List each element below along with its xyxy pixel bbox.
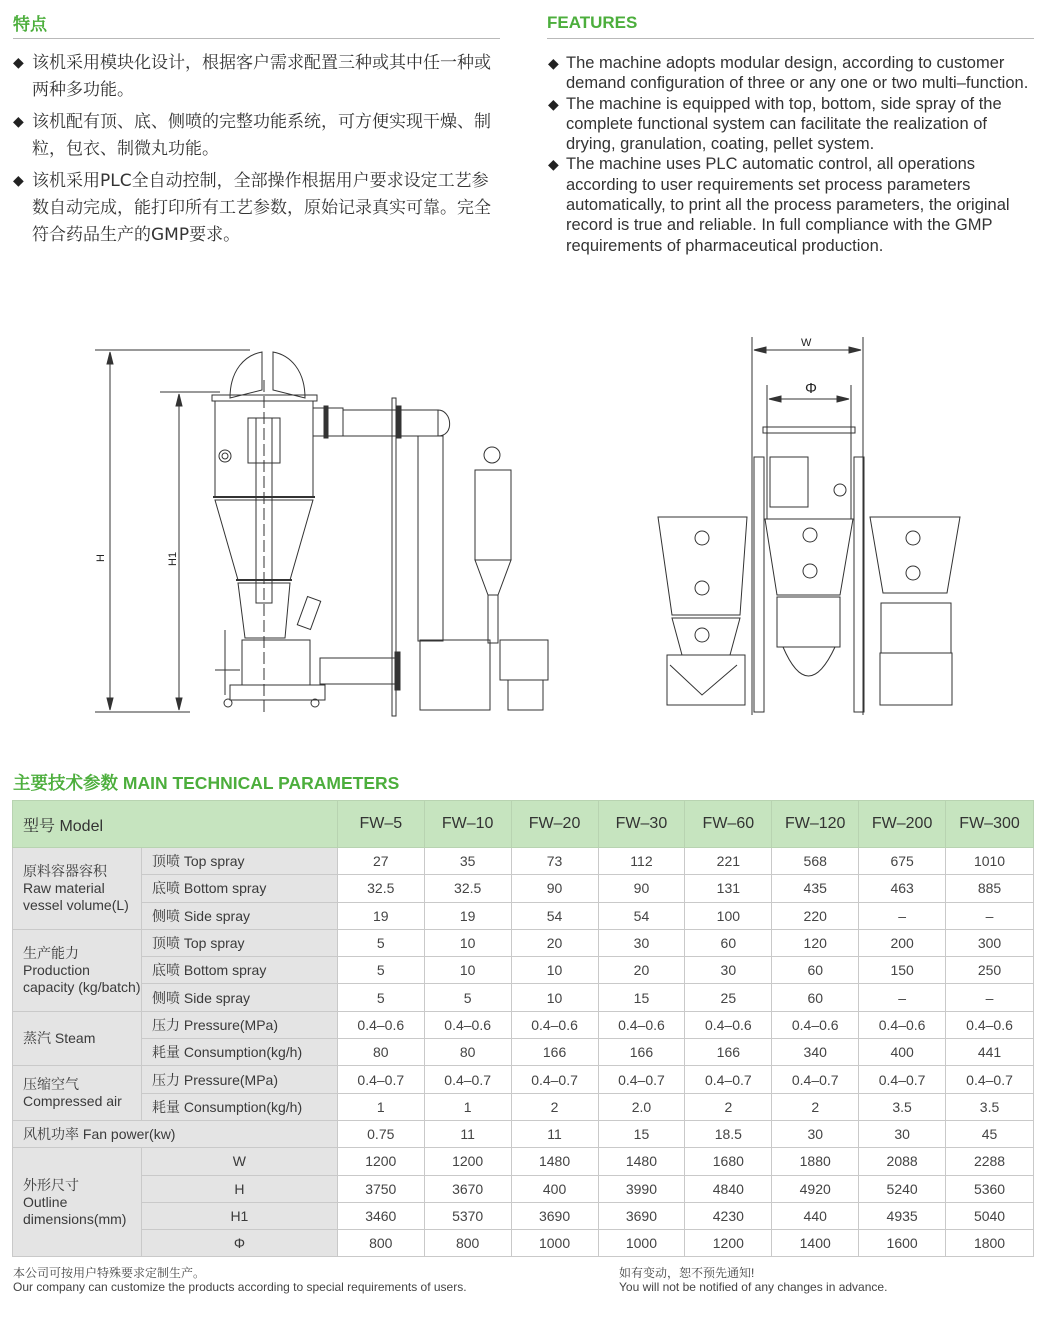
table-cell: 0.4–0.7 bbox=[337, 1066, 424, 1093]
table-cell: 10 bbox=[424, 957, 511, 984]
model-header: 型号 Model bbox=[13, 801, 338, 848]
table-cell: 0.4–0.6 bbox=[424, 1011, 511, 1038]
front-view-drawing bbox=[655, 335, 975, 720]
features-cn-list bbox=[13, 50, 503, 254]
row-label: 耗量 Consumption(kg/h) bbox=[141, 1039, 337, 1066]
table-cell: 2 bbox=[685, 1093, 772, 1120]
table-cell: 300 bbox=[946, 929, 1034, 956]
table-cell: 0.4–0.7 bbox=[424, 1066, 511, 1093]
table-cell: 4935 bbox=[859, 1202, 946, 1229]
table-cell: 568 bbox=[772, 848, 859, 875]
row-label: H1 bbox=[141, 1202, 337, 1229]
table-cell: 1680 bbox=[685, 1148, 772, 1175]
table-cell: 1000 bbox=[511, 1230, 598, 1257]
table-cell: 5240 bbox=[859, 1175, 946, 1202]
group-label-dimensions bbox=[13, 1148, 142, 1257]
table-cell: 54 bbox=[511, 902, 598, 929]
model-col-header: FW–20 bbox=[511, 801, 598, 848]
table-cell: 112 bbox=[598, 848, 685, 875]
table-cell: 221 bbox=[685, 848, 772, 875]
table-cell: 3690 bbox=[598, 1202, 685, 1229]
table-cell: 1 bbox=[337, 1093, 424, 1120]
table-cell: 3670 bbox=[424, 1175, 511, 1202]
table-cell: 0.4–0.6 bbox=[859, 1011, 946, 1038]
table-cell: 3.5 bbox=[946, 1093, 1034, 1120]
table-cell: 11 bbox=[424, 1120, 511, 1147]
table-cell: 3690 bbox=[511, 1202, 598, 1229]
table-cell: 340 bbox=[772, 1039, 859, 1066]
model-col-header: FW–30 bbox=[598, 801, 685, 848]
table-cell: 0.4–0.6 bbox=[337, 1011, 424, 1038]
table-cell: 27 bbox=[337, 848, 424, 875]
table-cell: 25 bbox=[685, 984, 772, 1011]
table-cell: 80 bbox=[424, 1039, 511, 1066]
table-cell: 0.4–0.7 bbox=[511, 1066, 598, 1093]
group-label-cn: 生产能力 bbox=[23, 944, 79, 961]
table-cell: 5370 bbox=[424, 1202, 511, 1229]
row-label: W bbox=[141, 1148, 337, 1175]
table-cell: 0.4–0.6 bbox=[772, 1011, 859, 1038]
table-cell: 0.4–0.6 bbox=[511, 1011, 598, 1038]
table-cell: 1 bbox=[424, 1093, 511, 1120]
table-cell: 73 bbox=[511, 848, 598, 875]
table-cell: 0.75 bbox=[337, 1120, 424, 1147]
table-cell: 60 bbox=[685, 929, 772, 956]
table-cell: 250 bbox=[946, 957, 1034, 984]
model-col-header: FW–120 bbox=[772, 801, 859, 848]
table-cell: 1200 bbox=[337, 1148, 424, 1175]
table-cell: 166 bbox=[598, 1039, 685, 1066]
table-cell: 32.5 bbox=[424, 875, 511, 902]
model-col-header: FW–300 bbox=[946, 801, 1034, 848]
row-label: 侧喷 Side spray bbox=[141, 984, 337, 1011]
features-en-item: ◆ The machine adopts modular design, according to customer demand configuration of three or any one or two multi–function. bbox=[548, 53, 1038, 94]
table-cell: 0.4–0.6 bbox=[946, 1011, 1034, 1038]
footer-note-left-en: Our company can customize the products according to special requirements of users. bbox=[13, 1280, 467, 1294]
group-label-capacity bbox=[13, 929, 142, 1011]
table-row bbox=[13, 1066, 1034, 1093]
table-cell: – bbox=[859, 984, 946, 1011]
row-label: 侧喷 Side spray bbox=[141, 902, 337, 929]
table-cell: 5 bbox=[337, 957, 424, 984]
table-cell: 800 bbox=[424, 1230, 511, 1257]
table-cell: 1480 bbox=[511, 1148, 598, 1175]
table-cell: 30 bbox=[685, 957, 772, 984]
table-cell: 90 bbox=[511, 875, 598, 902]
table-cell: 3460 bbox=[337, 1202, 424, 1229]
table-row bbox=[13, 1093, 1034, 1120]
table-cell: 35 bbox=[424, 848, 511, 875]
table-row bbox=[13, 1039, 1034, 1066]
table-cell: 2 bbox=[511, 1093, 598, 1120]
table-cell: 10 bbox=[424, 929, 511, 956]
table-cell: – bbox=[946, 902, 1034, 929]
footer-note-right bbox=[619, 1266, 887, 1294]
table-cell: 10 bbox=[511, 957, 598, 984]
table-cell: 0.4–0.7 bbox=[685, 1066, 772, 1093]
table-row bbox=[13, 929, 1034, 956]
table-cell: 1200 bbox=[424, 1148, 511, 1175]
features-en-divider bbox=[547, 38, 1034, 39]
table-row bbox=[13, 1011, 1034, 1038]
table-cell: 1200 bbox=[685, 1230, 772, 1257]
group-label-vessel bbox=[13, 848, 142, 930]
table-cell: 1480 bbox=[598, 1148, 685, 1175]
row-label: 耗量 Consumption(kg/h) bbox=[141, 1093, 337, 1120]
table-cell: 0.4–0.7 bbox=[772, 1066, 859, 1093]
table-cell: 3750 bbox=[337, 1175, 424, 1202]
table-cell: 30 bbox=[598, 929, 685, 956]
group-label-en: Compressed air bbox=[23, 1093, 122, 1110]
table-header-row bbox=[13, 801, 1034, 848]
features-en-item: ◆ The machine is equipped with top, bottom, side spray of the complete functional system can facilitate the realization of drying, granulation, coating, pellet system. bbox=[548, 94, 1038, 155]
table-cell: 5360 bbox=[946, 1175, 1034, 1202]
table-cell: 10 bbox=[511, 984, 598, 1011]
table-cell: 5 bbox=[424, 984, 511, 1011]
table-cell: 20 bbox=[598, 957, 685, 984]
table-cell: 0.4–0.7 bbox=[946, 1066, 1034, 1093]
dim-h-label: H bbox=[95, 554, 107, 562]
table-cell: – bbox=[859, 902, 946, 929]
table-cell: 400 bbox=[511, 1175, 598, 1202]
footer-note-left bbox=[13, 1266, 467, 1294]
features-cn-item: ◆ 该机采用模块化设计，根据客户需求配置三种或其中任一种或两种多功能。 bbox=[13, 50, 503, 104]
table-cell: 3.5 bbox=[859, 1093, 946, 1120]
table-cell: 885 bbox=[946, 875, 1034, 902]
table-cell: 5040 bbox=[946, 1202, 1034, 1229]
table-cell: 60 bbox=[772, 984, 859, 1011]
table-cell: 120 bbox=[772, 929, 859, 956]
footer-note-left-cn: 本公司可按用户特殊要求定制生产。 bbox=[13, 1266, 206, 1280]
table-cell: 166 bbox=[685, 1039, 772, 1066]
table-cell: 18.5 bbox=[685, 1120, 772, 1147]
row-label: 底喷 Bottom spray bbox=[141, 957, 337, 984]
table-cell: 0.4–0.6 bbox=[598, 1011, 685, 1038]
table-cell: 60 bbox=[772, 957, 859, 984]
table-row bbox=[13, 984, 1034, 1011]
table-cell: 131 bbox=[685, 875, 772, 902]
row-label-fan-power: 风机功率 Fan power(kw) bbox=[13, 1120, 338, 1147]
table-cell: 2088 bbox=[859, 1148, 946, 1175]
row-label: 顶喷 Top spray bbox=[141, 929, 337, 956]
table-cell: 1800 bbox=[946, 1230, 1034, 1257]
table-cell: 2.0 bbox=[598, 1093, 685, 1120]
dim-w-label: W bbox=[801, 337, 812, 349]
table-cell: 1000 bbox=[598, 1230, 685, 1257]
features-cn-item: ◆ 该机配有顶、底、侧喷的完整功能系统，可方便实现干燥、制粒，包衣、制微丸功能。 bbox=[13, 109, 503, 163]
table-row bbox=[13, 1202, 1034, 1229]
table-cell: 45 bbox=[946, 1120, 1034, 1147]
dim-h1-label: H1 bbox=[167, 551, 179, 566]
table-cell: 4230 bbox=[685, 1202, 772, 1229]
table-cell: – bbox=[946, 984, 1034, 1011]
footer-note-right-cn: 如有变动，恕不预先通知! bbox=[619, 1266, 755, 1280]
group-label-en: Production capacity (kg/batch) bbox=[23, 961, 141, 995]
model-col-header: FW–10 bbox=[424, 801, 511, 848]
table-cell: 15 bbox=[598, 984, 685, 1011]
row-label: 底喷 Bottom spray bbox=[141, 875, 337, 902]
table-cell: 80 bbox=[337, 1039, 424, 1066]
table-row bbox=[13, 1120, 1034, 1147]
footer-note-right-en: You will not be notified of any changes in advance. bbox=[619, 1280, 888, 1294]
table-cell: 1010 bbox=[946, 848, 1034, 875]
table-cell: 675 bbox=[859, 848, 946, 875]
table-row bbox=[13, 848, 1034, 875]
table-cell: 166 bbox=[511, 1039, 598, 1066]
dim-phi-label: Φ bbox=[805, 380, 817, 397]
table-cell: 150 bbox=[859, 957, 946, 984]
table-cell: 1600 bbox=[859, 1230, 946, 1257]
params-table bbox=[12, 800, 1034, 1257]
table-cell: 0.4–0.7 bbox=[859, 1066, 946, 1093]
table-cell: 4840 bbox=[685, 1175, 772, 1202]
features-cn-divider bbox=[13, 38, 500, 39]
features-en-item: ◆ The machine uses PLC automatic control, all operations according to user requirements set process parameters automatically, to print all the process parameters, the original record is true and reliable. In full compliance with the GMP requirements of pharmaceutical production. bbox=[548, 154, 1038, 255]
features-en-list bbox=[548, 53, 1038, 256]
table-cell: 441 bbox=[946, 1039, 1034, 1066]
table-cell: 19 bbox=[337, 902, 424, 929]
table-cell: 54 bbox=[598, 902, 685, 929]
group-label-cn: 外形尺寸 bbox=[23, 1176, 79, 1193]
features-cn-item: ◆ 该机采用PLC全自动控制，全部操作根据用户要求设定工艺参数自动完成，能打印所有工艺参数，原始记录真实可靠。完全符合药品生产的GMP要求。 bbox=[13, 168, 503, 249]
table-cell: 200 bbox=[859, 929, 946, 956]
table-cell: 5 bbox=[337, 929, 424, 956]
table-row bbox=[13, 1148, 1034, 1175]
table-cell: 5 bbox=[337, 984, 424, 1011]
group-label-en: Outline dimensions(mm) bbox=[23, 1193, 127, 1227]
model-col-header: FW–200 bbox=[859, 801, 946, 848]
features-cn-title: 特点 bbox=[13, 15, 47, 34]
table-row bbox=[13, 1230, 1034, 1257]
table-cell: 220 bbox=[772, 902, 859, 929]
table-cell: 440 bbox=[772, 1202, 859, 1229]
row-label: H bbox=[141, 1175, 337, 1202]
table-row bbox=[13, 957, 1034, 984]
table-cell: 800 bbox=[337, 1230, 424, 1257]
model-col-header: FW–5 bbox=[337, 801, 424, 848]
table-cell: 11 bbox=[511, 1120, 598, 1147]
row-label: 压力 Pressure(MPa) bbox=[141, 1066, 337, 1093]
table-cell: 4920 bbox=[772, 1175, 859, 1202]
table-cell: 2 bbox=[772, 1093, 859, 1120]
table-cell: 90 bbox=[598, 875, 685, 902]
group-label-steam: 蒸汽 Steam bbox=[13, 1011, 142, 1066]
row-label: Φ bbox=[141, 1230, 337, 1257]
table-cell: 15 bbox=[598, 1120, 685, 1147]
table-cell: 20 bbox=[511, 929, 598, 956]
table-cell: 1880 bbox=[772, 1148, 859, 1175]
side-view-drawing bbox=[90, 340, 560, 720]
table-row bbox=[13, 1175, 1034, 1202]
table-cell: 30 bbox=[772, 1120, 859, 1147]
table-cell: 1400 bbox=[772, 1230, 859, 1257]
table-cell: 19 bbox=[424, 902, 511, 929]
table-cell: 100 bbox=[685, 902, 772, 929]
group-label-air bbox=[13, 1066, 142, 1121]
table-cell: 400 bbox=[859, 1039, 946, 1066]
group-label-en: Raw material vessel volume(L) bbox=[23, 879, 129, 913]
table-row bbox=[13, 902, 1034, 929]
group-label-cn: 原料容器容积 bbox=[23, 862, 107, 879]
table-cell: 463 bbox=[859, 875, 946, 902]
table-cell: 435 bbox=[772, 875, 859, 902]
params-title: 主要技术参数 MAIN TECHNICAL PARAMETERS bbox=[13, 773, 400, 793]
table-cell: 3990 bbox=[598, 1175, 685, 1202]
row-label: 压力 Pressure(MPa) bbox=[141, 1011, 337, 1038]
table-cell: 0.4–0.6 bbox=[685, 1011, 772, 1038]
row-label: 顶喷 Top spray bbox=[141, 848, 337, 875]
features-en-title: FEATURES bbox=[547, 13, 638, 32]
table-cell: 32.5 bbox=[337, 875, 424, 902]
model-col-header: FW–60 bbox=[685, 801, 772, 848]
table-row bbox=[13, 875, 1034, 902]
table-cell: 0.4–0.7 bbox=[598, 1066, 685, 1093]
table-cell: 30 bbox=[859, 1120, 946, 1147]
group-label-cn: 压缩空气 bbox=[23, 1076, 79, 1093]
table-cell: 2288 bbox=[946, 1148, 1034, 1175]
